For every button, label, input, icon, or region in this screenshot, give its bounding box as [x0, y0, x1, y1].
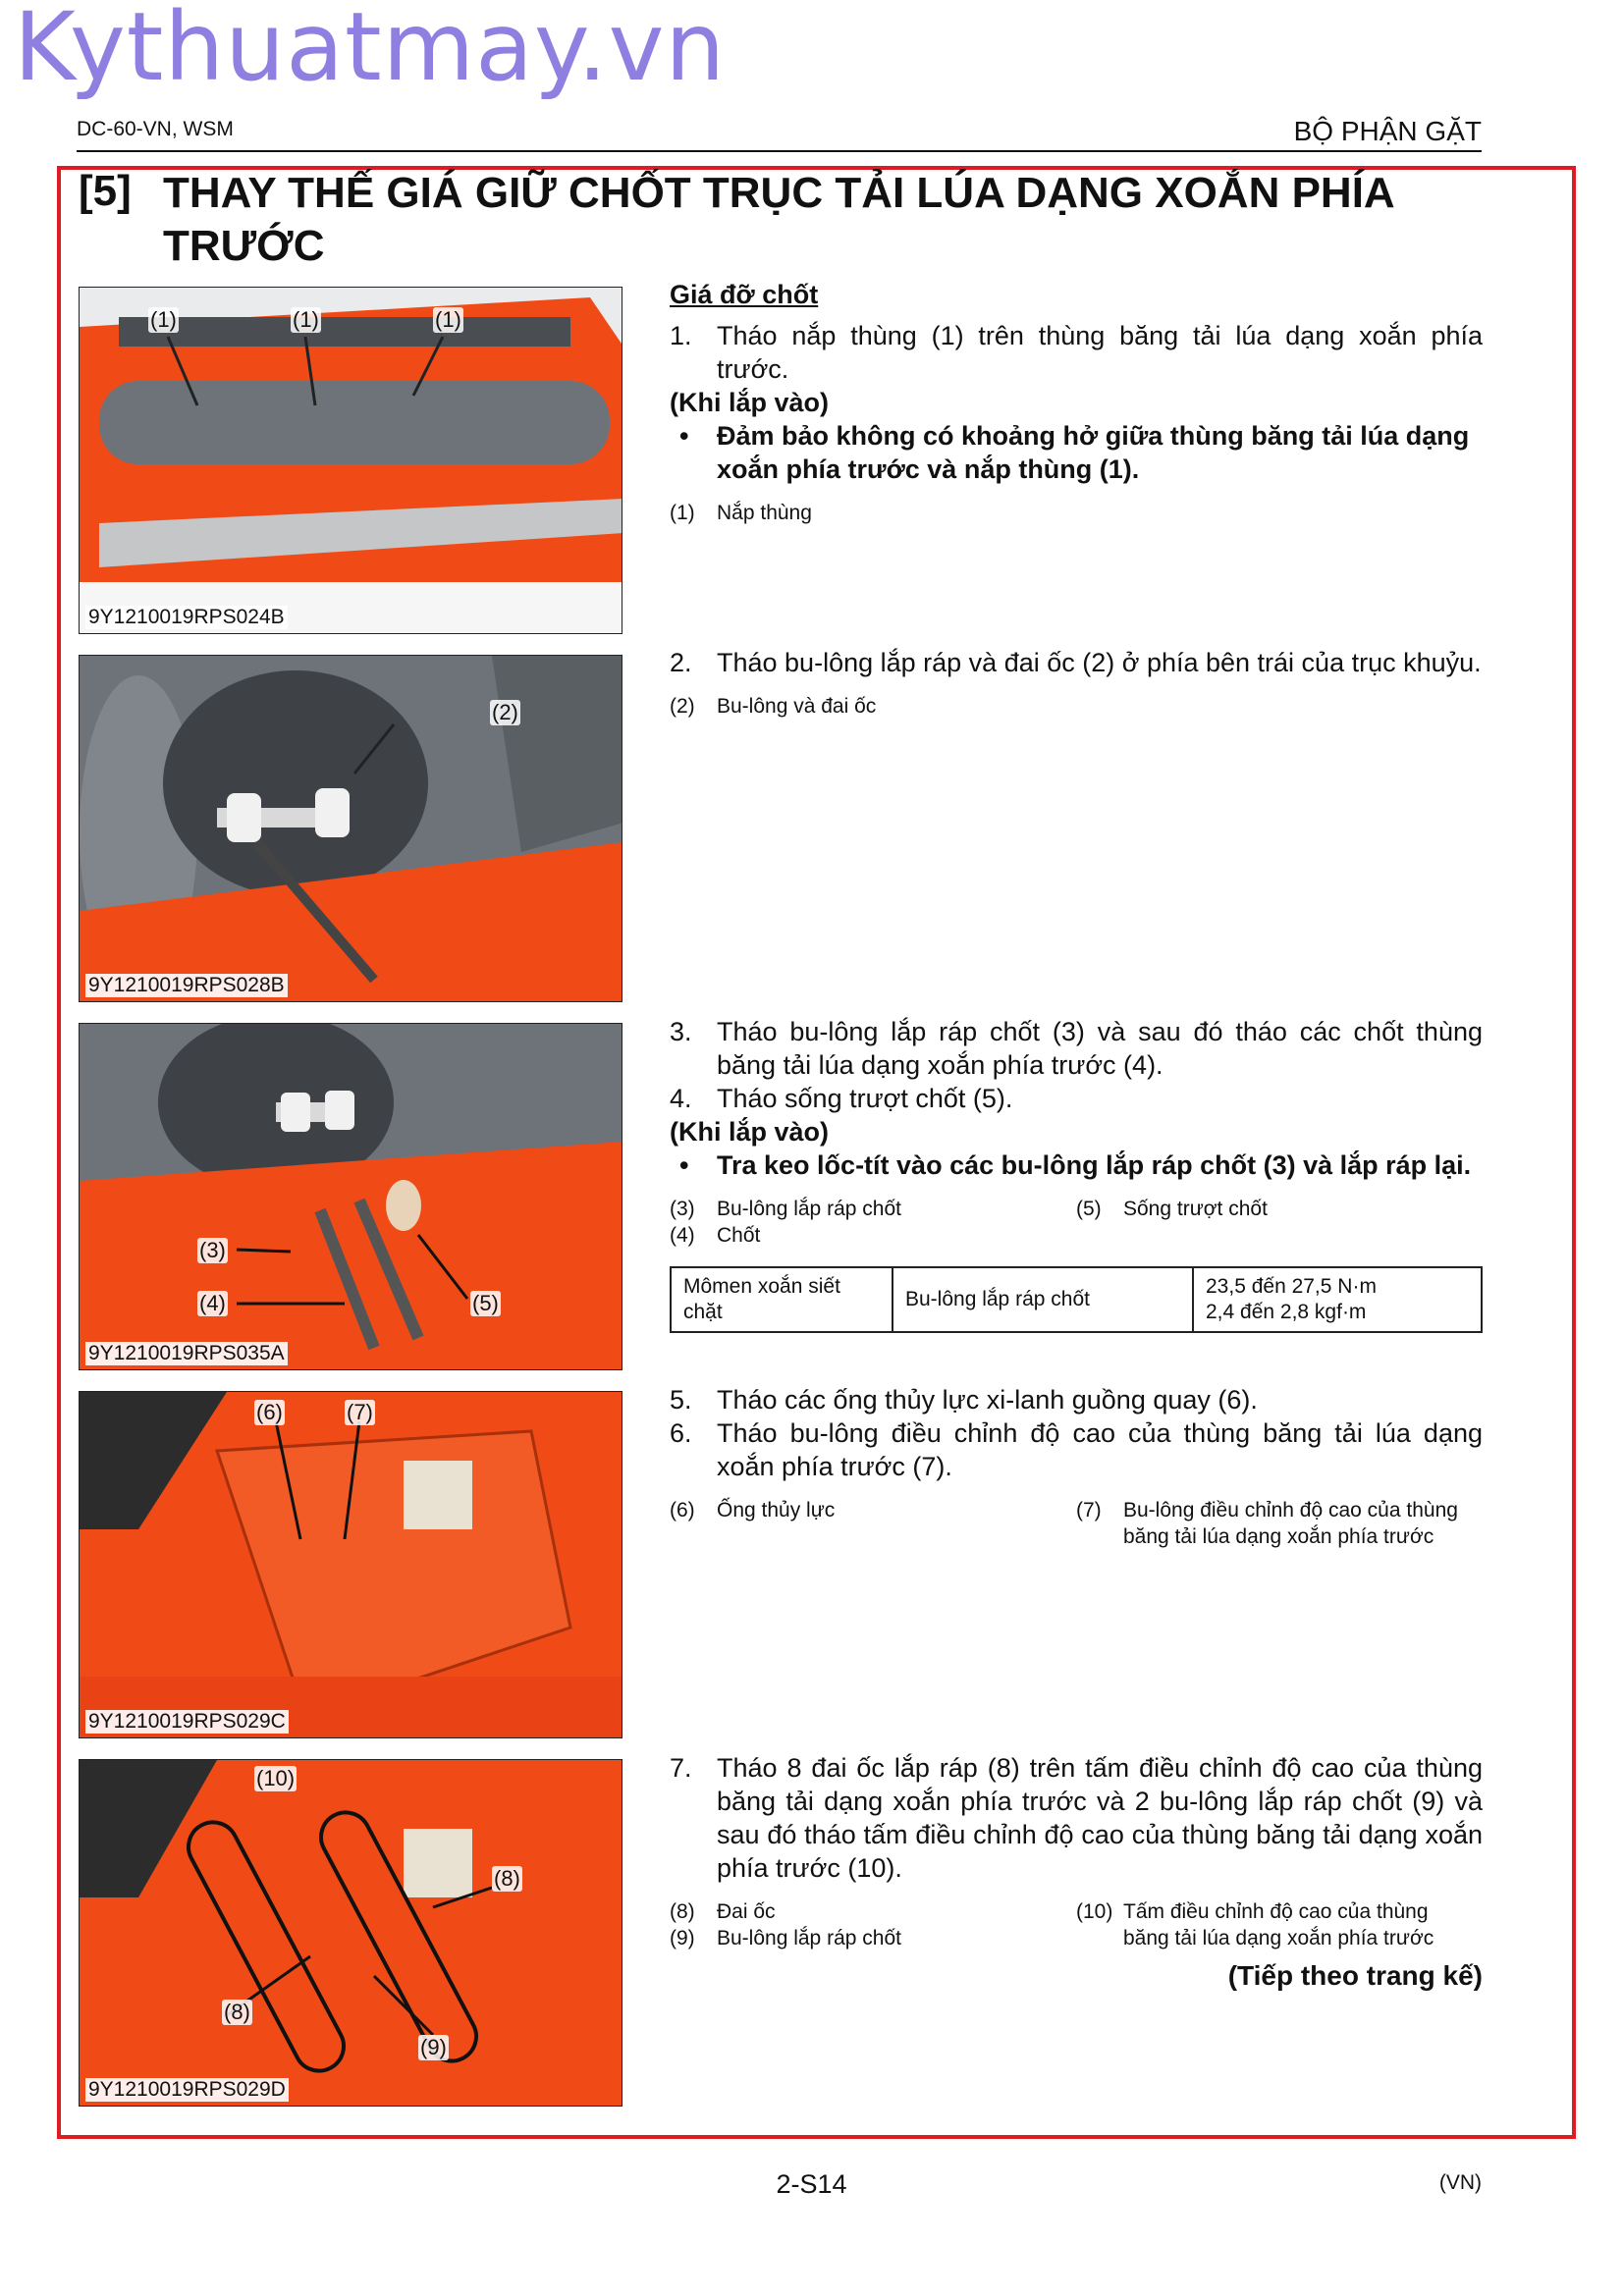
figure-caption: 9Y1210019RPS029D — [85, 2078, 289, 2102]
step-number: 3. — [670, 1017, 692, 1046]
photo-auger-cover — [80, 288, 622, 634]
figure-caption: 9Y1210019RPS024B — [85, 606, 288, 629]
legend-value: Đai ốc — [717, 1900, 776, 1923]
legend-key: (1) — [670, 502, 695, 524]
step — [670, 1416, 1483, 1483]
legend-value: Tấm điều chỉnh độ cao của thùng băng tải lúa dạng xoắn phía trước — [1123, 1900, 1434, 1949]
install-heading: (Khi lắp vào) — [670, 388, 830, 417]
legend — [670, 1898, 1483, 1951]
label-4: (4) — [199, 1291, 226, 1315]
legend-value: Bu-lông lắp ráp chốt — [717, 1198, 901, 1220]
step — [670, 646, 1483, 679]
bullet-text: Tra keo lốc-tít vào các bu-lông lắp ráp chốt (3) và lắp ráp lại. — [717, 1150, 1472, 1180]
legend-key: (2) — [670, 695, 695, 718]
step — [670, 1082, 1483, 1115]
label-10: (10) — [256, 1766, 296, 1790]
header-section: BỘ PHẬN GẶT — [1293, 116, 1482, 146]
legend-key: (6) — [670, 1499, 695, 1522]
label-8a: (8) — [494, 1866, 520, 1891]
section-3 — [670, 1015, 1483, 1333]
torque-values — [1193, 1267, 1482, 1332]
figure-4 — [79, 1391, 622, 1738]
section-2 — [670, 646, 1483, 720]
legend-value: Ống thủy lực — [717, 1499, 836, 1522]
section-4 — [670, 1383, 1483, 1550]
step-number: 5. — [670, 1385, 692, 1415]
photo-crank-bolt — [80, 656, 622, 1002]
legend-value: Sống trượt chốt — [1123, 1198, 1268, 1220]
photo-hydraulic-hoses — [80, 1392, 622, 1738]
legend-value: Chốt — [717, 1224, 761, 1247]
photo-pins — [80, 1024, 622, 1370]
step-text: Tháo bu-lông lắp ráp chốt (3) và sau đó tháo các chốt thùng băng tải lúa dạng xoắn phía trước (4). — [717, 1017, 1483, 1080]
label-5: (5) — [472, 1291, 499, 1315]
legend-value: Nắp thùng — [717, 502, 812, 524]
label-9: (9) — [420, 2035, 447, 2059]
figure-3 — [79, 1023, 622, 1370]
figure-caption: 9Y1210019RPS029C — [85, 1710, 289, 1734]
step-number: 7. — [670, 1753, 692, 1783]
legend-key: (4) — [670, 1224, 695, 1247]
step — [670, 319, 1483, 386]
legend — [670, 693, 1483, 720]
page-title: THAY THẾ GIÁ GIỮ CHỐT TRỤC TẢI LÚA DẠNG XOẮN PHÍA TRƯỚC — [163, 169, 1394, 270]
step-number: 6. — [670, 1418, 692, 1448]
torque-item: Bu-lông lắp ráp chốt — [893, 1267, 1193, 1332]
torque-table — [670, 1266, 1483, 1333]
figure-caption: 9Y1210019RPS028B — [85, 974, 288, 997]
legend-value: Bu-lông điều chỉnh độ cao của thùng băng tải lúa dạng xoắn phía trước — [1123, 1499, 1458, 1548]
label-7: (7) — [347, 1400, 373, 1424]
step — [670, 1015, 1483, 1082]
header-doc-code: DC-60-VN, WSM — [77, 118, 234, 140]
title-number: [5] — [79, 167, 132, 215]
label-1a: (1) — [150, 307, 177, 332]
install-heading: (Khi lắp vào) — [670, 1117, 830, 1147]
section-heading: Giá đỡ chốt — [670, 280, 819, 309]
figure-2 — [79, 655, 622, 1002]
label-1c: (1) — [435, 307, 461, 332]
legend — [670, 500, 1483, 526]
legend-key: (9) — [670, 1927, 695, 1949]
photo-height-plate — [80, 1760, 622, 2107]
legend — [670, 1497, 1483, 1550]
figure-caption: 9Y1210019RPS035A — [85, 1342, 288, 1365]
step-number: 2. — [670, 648, 692, 677]
legend-key: (3) — [670, 1198, 695, 1220]
step-text: Tháo 8 đai ốc lắp ráp (8) trên tấm điều chỉnh độ cao của thùng băng tải dạng xoắn phía trước và 2 bu-lông lắp ráp chốt (9) và sau đó tháo tấm điều chỉnh độ cao của thùng băng tải dạng xoắn phía trước (10). — [717, 1753, 1483, 1883]
label-1b: (1) — [293, 307, 319, 332]
step-number: 4. — [670, 1084, 692, 1113]
legend-key: (10) — [1076, 1900, 1113, 1923]
step-number: 1. — [670, 321, 692, 350]
step-text: Tháo nắp thùng (1) trên thùng băng tải lúa dạng xoắn phía trước. — [717, 321, 1483, 384]
legend-key: (7) — [1076, 1499, 1102, 1522]
torque-value-kgf: 2,4 đến 2,8 kgf·m — [1206, 1301, 1367, 1323]
section-1 — [670, 278, 1483, 526]
label-3: (3) — [199, 1238, 226, 1262]
section-5 — [670, 1751, 1483, 1993]
bullet-text: Đảm bảo không có khoảng hở giữa thùng băng tải lúa dạng xoắn phía trước và nắp thùng (1). — [717, 421, 1470, 484]
legend-key: (8) — [670, 1900, 695, 1923]
header-divider — [77, 150, 1482, 152]
step — [670, 1751, 1483, 1885]
torque-label: Mômen xoắn siết chặt — [671, 1267, 893, 1332]
bullet: • Đảm bảo không có khoảng hở giữa thùng băng tải lúa dạng xoắn phía trước và nắp thùng (1). — [670, 419, 1483, 486]
step-text: Tháo bu-lông điều chỉnh độ cao của thùng băng tải lúa dạng xoắn phía trước (7). — [717, 1418, 1483, 1481]
step-text: Tháo bu-lông lắp ráp và đai ốc (2) ở phía bên trái của trục khuỷu. — [717, 648, 1482, 677]
legend-value: Bu-lông lắp ráp chốt — [717, 1927, 901, 1949]
label-2: (2) — [492, 700, 518, 724]
figure-1 — [79, 287, 622, 634]
label-6: (6) — [256, 1400, 283, 1424]
legend-value: Bu-lông và đai ốc — [717, 695, 877, 718]
step-text: Tháo sống trượt chốt (5). — [717, 1084, 1013, 1113]
torque-value-nm: 23,5 đến 27,5 N·m — [1206, 1275, 1377, 1298]
step — [670, 1383, 1483, 1416]
continued-note: (Tiếp theo trang kế) — [1227, 1960, 1483, 1991]
legend-key: (5) — [1076, 1198, 1102, 1220]
label-8b: (8) — [224, 2000, 250, 2024]
legend — [670, 1196, 1483, 1249]
page-number: 2-S14 — [776, 2169, 847, 2199]
watermark: Kythuatmay.vn — [14, 0, 727, 102]
bullet: • Tra keo lốc-tít vào các bu-lông lắp ráp chốt (3) và lắp ráp lại. — [670, 1148, 1483, 1182]
figure-5 — [79, 1759, 622, 2107]
step-text: Tháo các ống thủy lực xi-lanh guồng quay (6). — [717, 1385, 1258, 1415]
language-code: (VN) — [1438, 2171, 1482, 2194]
